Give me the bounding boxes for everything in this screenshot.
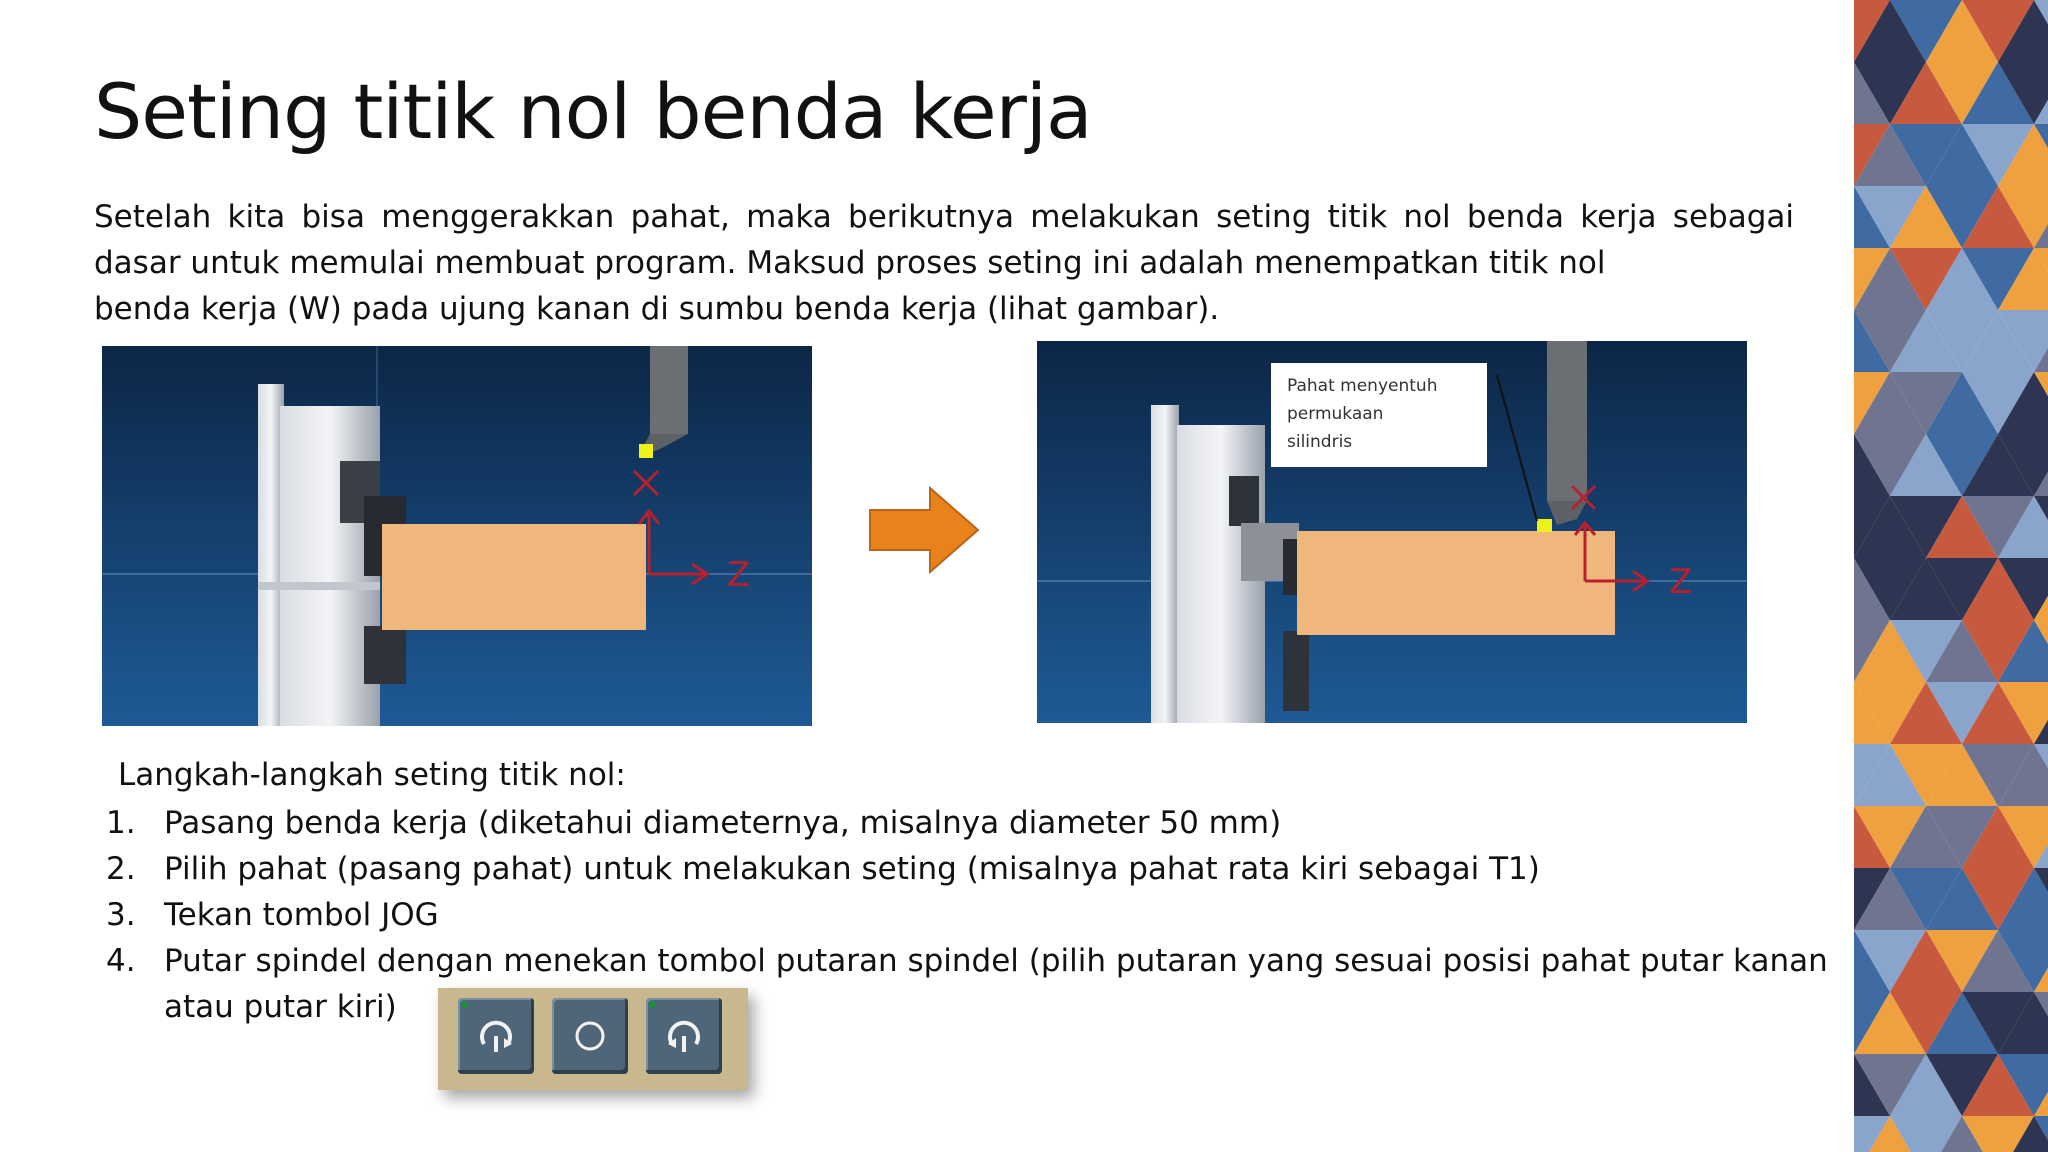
steps-heading: Langkah-langkah seting titik nol: xyxy=(118,757,626,793)
steps-list xyxy=(106,800,1828,1030)
cutting-tool xyxy=(650,346,688,434)
figure-before xyxy=(102,346,812,726)
list-item xyxy=(106,892,1828,938)
intro-line: dasar untuk memulai membuat program. Maksud proses seting ini adalah menempatkan titik nol xyxy=(94,245,1606,281)
indicator-led xyxy=(649,1001,656,1008)
spindle-control-panel xyxy=(438,988,748,1090)
list-item xyxy=(106,800,1828,846)
decorative-triangle-pattern xyxy=(1854,0,2048,1152)
chuck-plate xyxy=(1151,405,1179,723)
figure-after xyxy=(1037,341,1747,723)
rotate-ccw-icon xyxy=(662,1014,706,1058)
workpiece xyxy=(1297,531,1615,635)
list-item xyxy=(106,984,1828,1030)
chuck-jaw xyxy=(1283,631,1309,711)
rotate-cw-icon xyxy=(474,1014,518,1058)
list-item xyxy=(106,938,1828,984)
circle-stop-icon xyxy=(570,1016,610,1056)
step-number: 1. xyxy=(106,805,136,841)
z-axis-label: Z xyxy=(1669,562,1693,602)
spindle-ccw-button[interactable] xyxy=(646,998,722,1074)
tool-tip-marker xyxy=(639,444,653,458)
chuck-jaw xyxy=(364,626,406,684)
list-item xyxy=(106,846,1828,892)
step-text: Putar spindel dengan menekan tombol putaran spindel (pilih putaran yang sesuai posisi pahat putar kanan xyxy=(164,943,1828,979)
step-number: 3. xyxy=(106,897,136,933)
arrow-right-icon xyxy=(868,486,980,574)
chuck-jaw xyxy=(1229,476,1259,526)
step-number: 2. xyxy=(106,851,136,887)
cutting-tool xyxy=(1547,341,1587,501)
spindle-cw-button[interactable] xyxy=(458,998,534,1074)
workpiece xyxy=(382,524,646,630)
slide-title: Seting titik nol benda kerja xyxy=(94,67,1092,156)
indicator-led xyxy=(461,1001,468,1008)
z-axis-label: Z xyxy=(727,555,751,595)
intro-line: Setelah kita bisa menggerakkan pahat, maka berikutnya melakukan seting titik nol benda kerja sebagai xyxy=(94,199,1794,235)
step-text: Pasang benda kerja (diketahui diameternya, misalnya diameter 50 mm) xyxy=(164,805,1282,841)
intro-paragraph xyxy=(94,194,1794,332)
intro-line: benda kerja (W) pada ujung kanan di sumbu benda kerja (lihat gambar). xyxy=(94,291,1220,327)
spindle-stop-button[interactable] xyxy=(552,998,628,1074)
callout-text: Pahat menyentuh permukaan silindris xyxy=(1287,376,1438,452)
step-text: atau putar kiri) xyxy=(164,989,397,1025)
step-number: 4. xyxy=(106,943,136,979)
step-text: Tekan tombol JOG xyxy=(164,897,439,933)
tool-tip-marker xyxy=(1537,519,1552,532)
step-text: Pilih pahat (pasang pahat) untuk melakukan seting (misalnya pahat rata kiri sebagai T1) xyxy=(164,851,1540,887)
